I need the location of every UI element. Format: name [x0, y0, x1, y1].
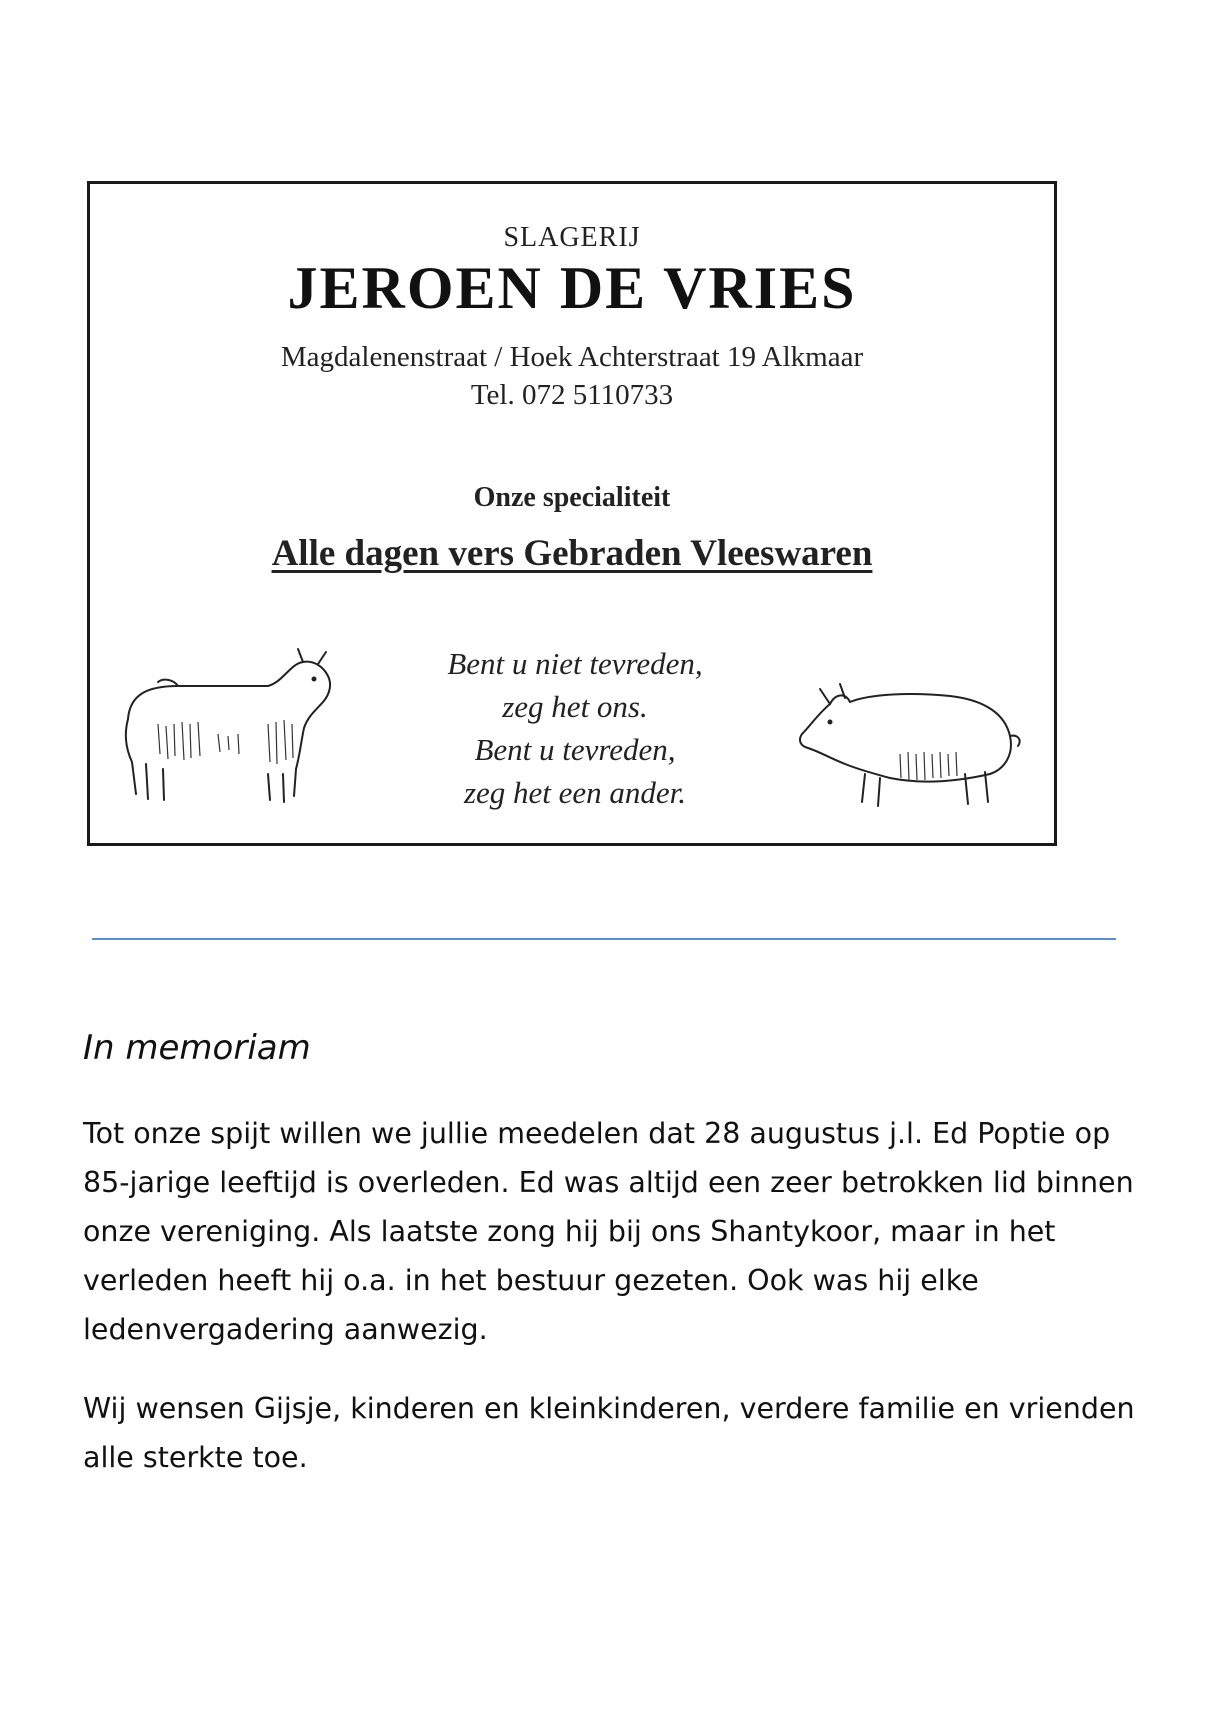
paragraph-line: alle sterkte toe. [83, 1441, 308, 1474]
paragraph-line: Wij wensen Gijsje, kinderen en kleinkinderen, verdere familie en vrienden [83, 1392, 1135, 1425]
pig-icon [790, 674, 1030, 814]
slogan [390, 642, 760, 814]
specialty-text [90, 532, 1054, 575]
paragraph-line: ledenvergadering aanwezig. [83, 1313, 488, 1346]
article-paragraph [83, 1384, 1143, 1482]
shop-address: Magdalenenstraat / Hoek Achterstraat 19 Alkmaar [280, 341, 864, 373]
article-heading: In memoriam [83, 1028, 311, 1068]
shop-name: JEROEN DE VRIES [287, 255, 857, 321]
paragraph-line: verleden heeft hij o.a. in het bestuur gezeten. Ook was hij elke [83, 1264, 979, 1297]
slogan-line: Bent u niet tevreden, [447, 646, 703, 681]
business-type: SLAGERIJ [503, 222, 641, 253]
paragraph-line: onze vereniging. Als laatste zong hij bij ons Shantykoor, maar in het [83, 1215, 1056, 1248]
article-paragraph [83, 1109, 1143, 1354]
slogan-line: zeg het ons. [502, 689, 648, 724]
slogan-line: Bent u tevreden, [474, 732, 676, 767]
paragraph-line: 85-jarige leeftijd is overleden. Ed was altijd een zeer betrokken lid binnen [83, 1166, 1134, 1199]
specialty-title: Onze specialiteit [473, 482, 671, 513]
section-divider [92, 938, 1116, 940]
shop-phone: Tel. 072 5110733 [470, 379, 674, 411]
specialty-text-underlined: Alle dagen vers Gebraden Vleeswaren [271, 533, 873, 574]
slogan-line: zeg het een ander. [463, 775, 687, 810]
calf-icon [118, 624, 348, 809]
paragraph-line: Tot onze spijt willen we jullie meedelen dat 28 augustus j.l. Ed Poptie op [83, 1117, 1111, 1150]
butcher-advertisement [87, 181, 1057, 846]
